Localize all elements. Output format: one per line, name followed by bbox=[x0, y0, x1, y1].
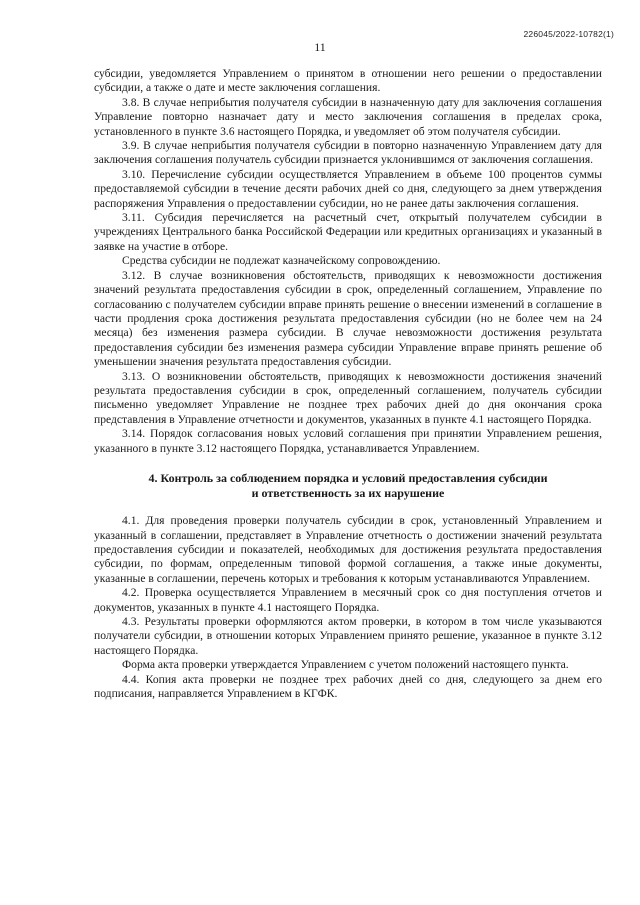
document-body bbox=[94, 67, 602, 701]
paragraph-3-14: 3.14. Порядок согласования новых условий соглашения при принятии Управлением решения, указанного в пункте 3.12 настоящего Порядка, устанавливается Управлением. bbox=[94, 427, 602, 455]
paragraph-4-1: 4.1. Для проведения проверки получатель субсидии в срок, установленный Управлением и указанный в соглашении, представляет в Управление отчетность о достижении значений результата предоставления субсидии и показателей, необходимых для достижения результата предоставления субсидии, по формам, определенным типовой формой соглашения, а также иные документы, указанные в соглашении, перечень которых и требования к которым устанавливаются Управлением. bbox=[94, 514, 602, 585]
paragraph-3-8: 3.8. В случае неприбытия получателя субсидии в назначенную дату для заключения соглашения Управление повторно назначает дату и место заключения соглашения в пределах срока, установленного в пункте 3.6 настоящего Порядка, и уведомляет об этом получателя субсидии. bbox=[94, 95, 602, 138]
paragraph-3-9: 3.9. В случае неприбытия получателя субсидии в повторно назначенную Управлением дату для заключения соглашения получатель субсидии признается уклонившимся от заключения соглашения. bbox=[94, 139, 602, 167]
paragraph-4-2: 4.2. Проверка осуществляется Управлением в месячный срок со дня поступления отчетов и документов, указанных в пункте 4.1 настоящего Порядка. bbox=[94, 586, 602, 614]
paragraph-4-4: 4.4. Копия акта проверки не позднее трех рабочих дней со дня, следующего за днем его подписания, направляется Управлением в КГФК. bbox=[94, 672, 602, 701]
page-number: 11 bbox=[314, 40, 326, 54]
paragraph-4-3-note: Форма акта проверки утверждается Управлением с учетом положений настоящего пункта. bbox=[122, 658, 569, 672]
paragraph-3-12: 3.12. В случае возникновения обстоятельств, приводящих к невозможности достижения значений результата предоставления субсидии в срок, определенный соглашением, Управление по согласованию с получателем субсидии вправе принять решение о внесении изменений в соглашение в части продления срока достижения результата предоставления субсидии (но не более чем на 24 месяца) без изменения размера субсидии. В случае невозможности достижения результата предоставления субсидии без изменения размера субсидии Управление вправе принять решение об уменьшении значения результата предоставления субсидии. bbox=[94, 268, 602, 369]
paragraph-3-10: 3.10. Перечисление субсидии осуществляется Управлением в объеме 100 процентов суммы предоставляемой субсидии в течение десяти рабочих дней со дня, следующего за днем утверждения распоряжения Управления о предоставлении субсидии, но не ранее даты заключения соглашения. bbox=[94, 167, 602, 210]
section-4-heading-line-1: 4. Контроль за соблюдением порядка и условий предоставления субсидии bbox=[148, 470, 548, 485]
section-4-heading-line-2: и ответственность за их нарушение bbox=[251, 485, 445, 500]
paragraph-3-11-note: Средства субсидии не подлежат казначейскому сопровождению. bbox=[122, 254, 441, 268]
section-4-heading bbox=[94, 471, 602, 500]
paragraph-3-11: 3.11. Субсидия перечисляется на расчетный счет, открытый получателем субсидии в учреждениях Центрального банка Российской Федерации или кредитных организациях и указанный в заявке на участие в отборе. bbox=[94, 211, 602, 253]
document-registration-number: 226045/2022-10782(1) bbox=[523, 29, 614, 39]
paragraph-3-7-continuation: субсидии, уведомляется Управлением о принятом в отношении него решении о предоставлении субсидии, а также о дате и месте заключения соглашения. bbox=[94, 67, 602, 95]
paragraph-4-3: 4.3. Результаты проверки оформляются актом проверки, в котором в том числе указываются получатели субсидии, в отношении которых Управлением принято решение, указанное в пункте 3.12 настоящего Порядка. bbox=[94, 615, 602, 657]
paragraph-3-13: 3.13. О возникновении обстоятельств, приводящих к невозможности достижения значений результата предоставления субсидии в срок, определенный соглашением, получатель субсидии письменно уведомляет Управление не позднее трех рабочих дней до дня окончания срока представления в Управление отчетности и документов, указанных в пункте 4.1 настоящего Порядка. bbox=[94, 369, 602, 426]
